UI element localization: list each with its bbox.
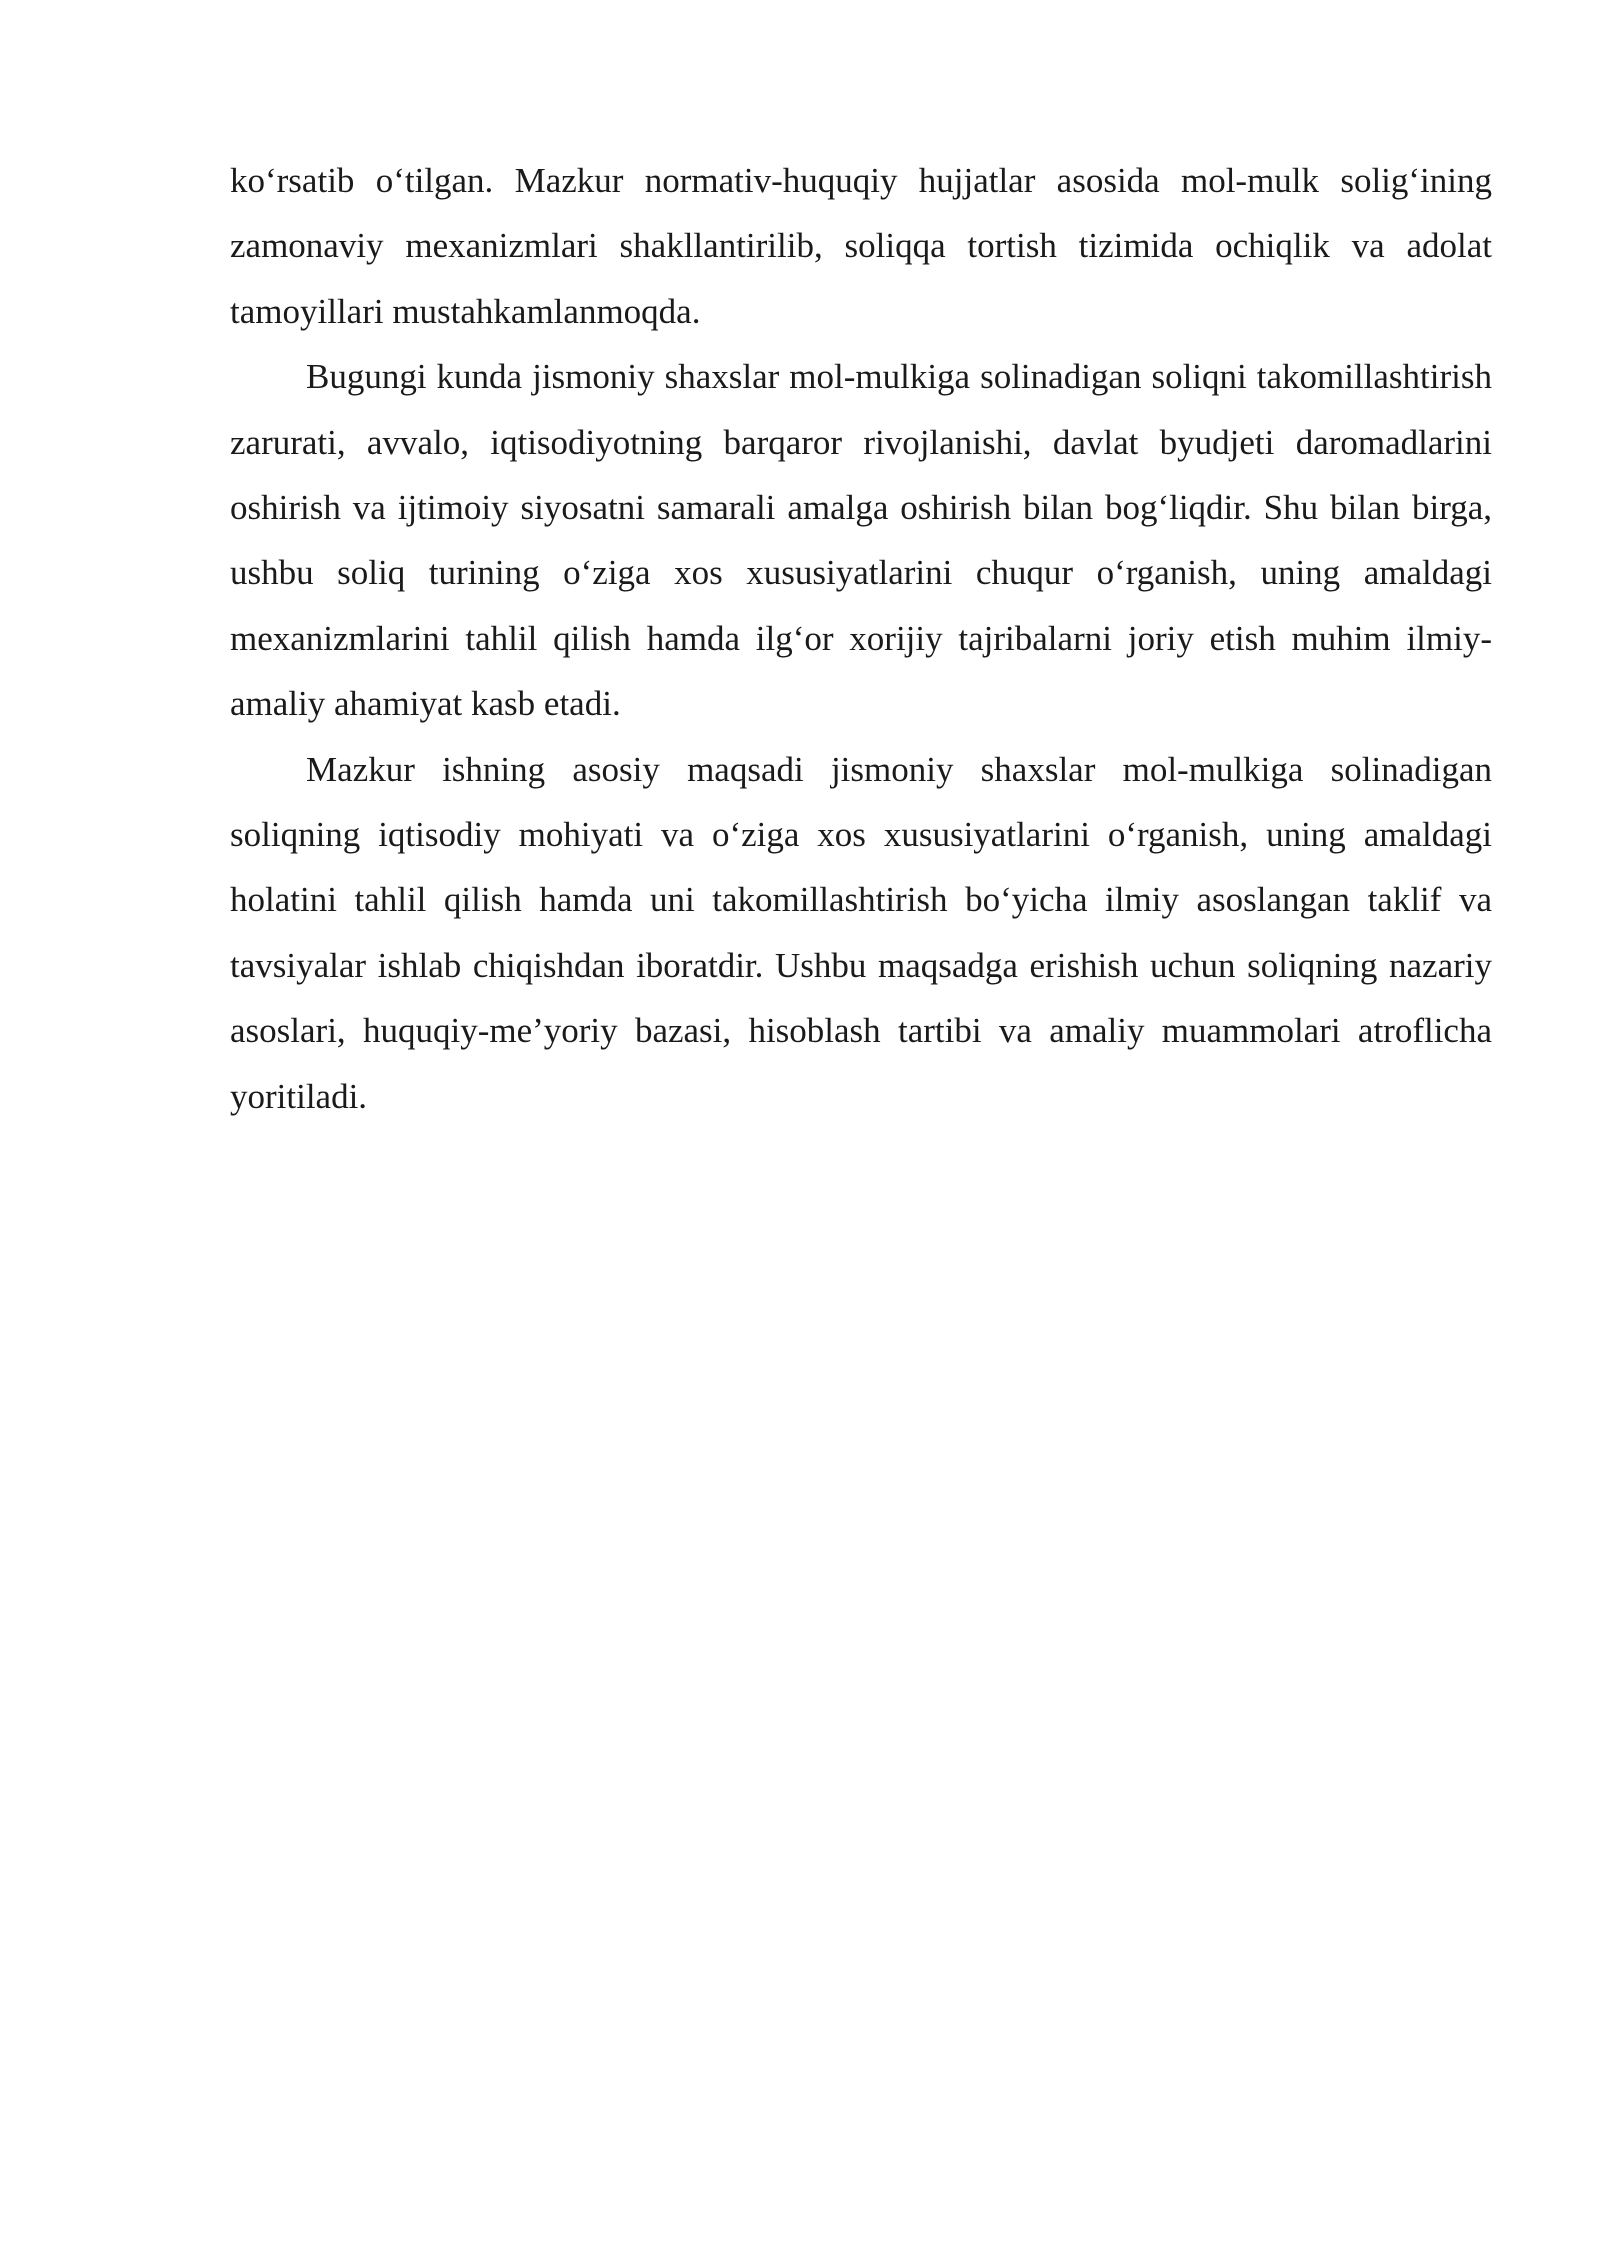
paragraph-goal: Mazkur ishning asosiy maqsadi jismoniy shaxslar mol-mulkiga solinadigan soliqning iqtisodiy mohiyati va o‘ziga xos xususiyatlarini o‘rganish, uning amaldagi holatini tahlil qilish hamda uni takomillashtirish bo‘yicha ilmiy asoslangan taklif va tavsiyalar ishlab chiqishdan iboratdir. Ushbu maqsadga erishish uchun soliqning nazariy asoslari, huquqiy-me’yoriy bazasi, hisoblash tartibi va amaliy muammolari atroflicha yoritiladi. xyxy=(230,749,1492,1116)
paragraph-continuation: ko‘rsatib o‘tilgan. Mazkur normativ-huquqiy hujjatlar asosida mol-mulk solig‘ining zamonaviy mexanizmlari shakllantirilib, soliqqa tortish tizimida ochiqlik va adolat tamoyillari mustahkamlanmoqda. xyxy=(230,161,1492,331)
paragraph-necessity: Bugungi kunda jismoniy shaxslar mol-mulkiga solinadigan soliqni takomillashtirish zarurati, avvalo, iqtisodiyotning barqaror rivojlanishi, davlat byudjeti daromadlarini oshirish va ijtimoiy siyosatni samarali amalga oshirish bilan bog‘liqdir. Shu bilan birga, ushbu soliq turining o‘ziga xos xususiyatlarini chuqur o‘rganish, uning amaldagi mexanizmlarini tahlil qilish hamda ilg‘or xorijiy tajribalarni joriy etish muhim ilmiy-amaliy ahamiyat kasb etadi. xyxy=(230,357,1492,724)
document-body xyxy=(230,148,1492,1129)
